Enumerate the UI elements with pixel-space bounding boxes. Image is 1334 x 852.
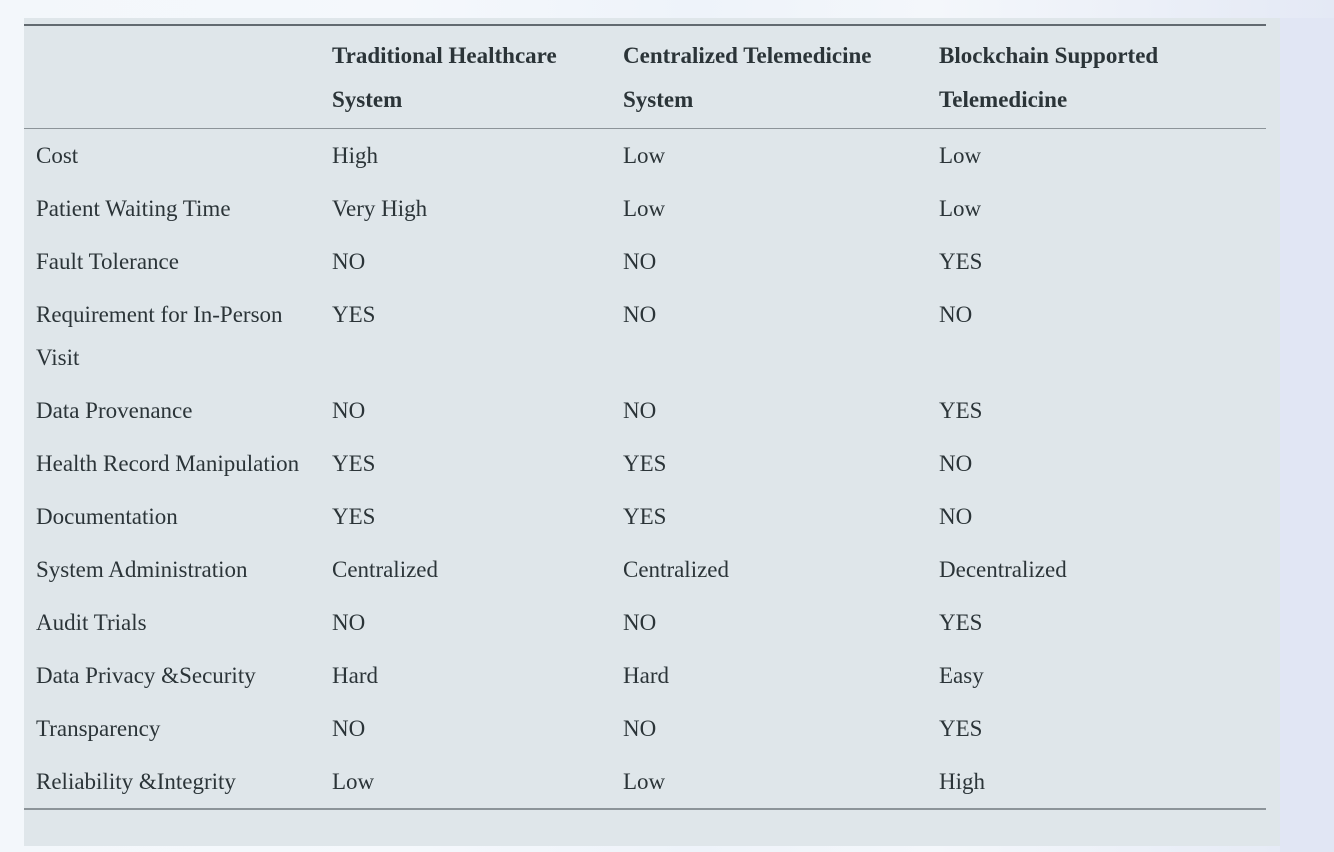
table-cell: Hard <box>332 663 378 688</box>
table-row <box>24 235 1266 288</box>
table-cell: YES <box>623 451 667 476</box>
table-cell: Low <box>623 196 666 221</box>
table-cell: YES <box>332 504 376 529</box>
table-cell: High <box>332 143 378 168</box>
table-row <box>24 596 1266 649</box>
table-cell: Low <box>939 196 982 221</box>
comparison-table-container <box>24 18 1280 846</box>
table-cell: YES <box>332 302 376 327</box>
row-label: Data Provenance <box>36 398 193 423</box>
table-cell: YES <box>939 716 983 741</box>
table-cell: NO <box>623 249 657 274</box>
table-row <box>24 490 1266 543</box>
row-label: Transparency <box>36 716 161 741</box>
row-label: Patient Waiting Time <box>36 196 231 221</box>
row-label: Requirement for In-Person Visit <box>36 302 283 370</box>
table-row <box>24 182 1266 235</box>
header-cell-blockchain: Blockchain Supported Telemedicine <box>939 43 1159 112</box>
table-cell: High <box>939 769 985 794</box>
row-label: Fault Tolerance <box>36 249 179 274</box>
row-label: Data Privacy &Security <box>36 663 256 688</box>
table-cell: Low <box>332 769 375 794</box>
header-cell-traditional: Traditional Healthcare System <box>332 43 557 112</box>
table-cell: NO <box>939 504 973 529</box>
table-header <box>24 25 1266 129</box>
table-body <box>24 129 1266 810</box>
table-cell: Easy <box>939 663 984 688</box>
table-cell: YES <box>939 398 983 423</box>
row-label: Cost <box>36 143 79 168</box>
table-cell: YES <box>332 451 376 476</box>
header-row <box>24 25 1266 129</box>
table-row <box>24 437 1266 490</box>
table-cell: Low <box>939 143 982 168</box>
table-cell: NO <box>939 302 973 327</box>
table-cell: Low <box>623 769 666 794</box>
table-cell: Centralized <box>332 557 439 582</box>
row-label: Audit Trials <box>36 610 147 635</box>
table-cell: NO <box>332 249 366 274</box>
row-label: Health Record Manipulation <box>36 451 300 476</box>
header-cell-centralized: Centralized Telemedicine System <box>623 43 872 112</box>
header-cell-blank <box>24 25 322 129</box>
table-cell: NO <box>939 451 973 476</box>
table-cell: NO <box>623 716 657 741</box>
table-row <box>24 384 1266 437</box>
table-cell: Centralized <box>623 557 730 582</box>
table-cell: YES <box>939 610 983 635</box>
scroll-gutter <box>1280 18 1334 852</box>
table-row <box>24 543 1266 596</box>
table-cell: YES <box>623 504 667 529</box>
table-cell: Hard <box>623 663 669 688</box>
table-cell: Decentralized <box>939 557 1067 582</box>
table-cell: NO <box>332 716 366 741</box>
table-row <box>24 649 1266 702</box>
table-cell: NO <box>623 610 657 635</box>
row-label: System Administration <box>36 557 248 582</box>
comparison-table <box>24 24 1266 810</box>
table-cell: Very High <box>332 196 428 221</box>
table-cell: NO <box>623 398 657 423</box>
row-label: Reliability &Integrity <box>36 769 236 794</box>
table-row <box>24 288 1266 384</box>
table-cell: NO <box>332 610 366 635</box>
table-row <box>24 702 1266 755</box>
table-cell: YES <box>939 249 983 274</box>
table-cell: Low <box>623 143 666 168</box>
table-row <box>24 129 1266 183</box>
table-cell: NO <box>623 302 657 327</box>
row-label: Documentation <box>36 504 178 529</box>
table-cell: NO <box>332 398 366 423</box>
table-row <box>24 755 1266 809</box>
